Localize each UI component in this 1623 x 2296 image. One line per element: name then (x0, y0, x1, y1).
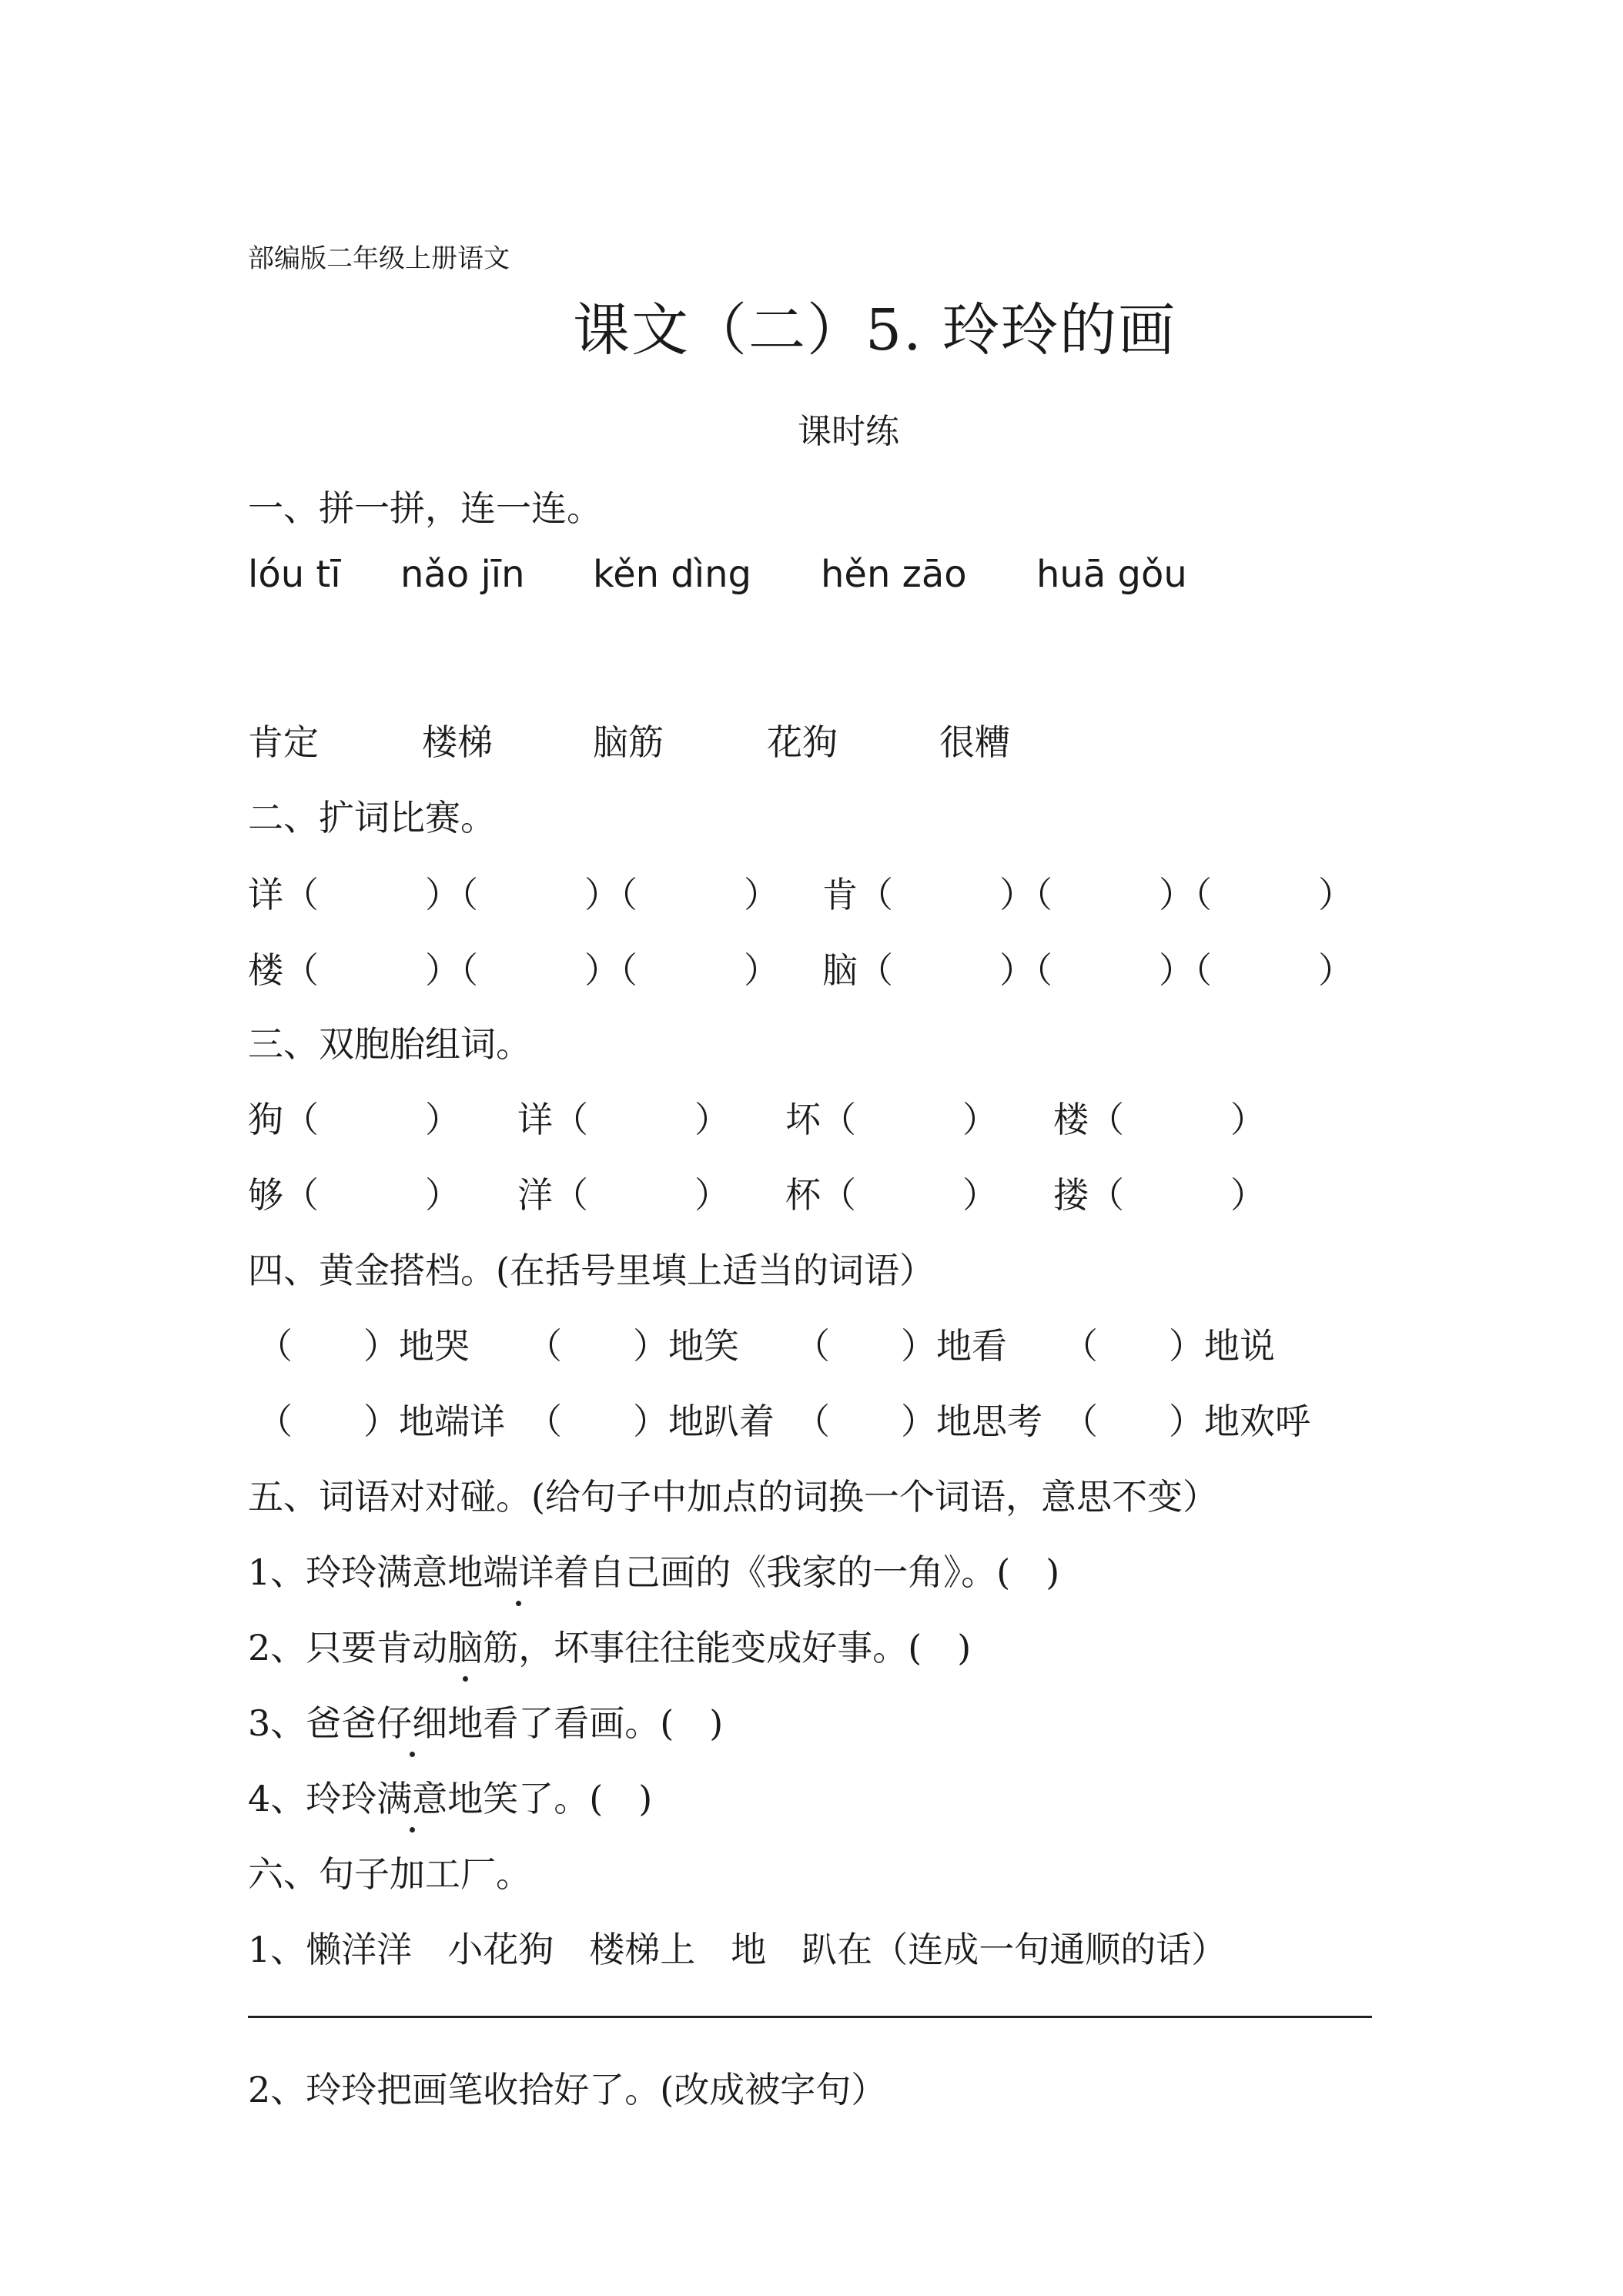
dotted-word: 满意 (376, 1771, 447, 1822)
sentence-item (248, 1545, 1059, 1595)
section5-heading: 五、词语对对碰。(给句子中加点的词换一个词语，意思不变） (248, 1476, 1218, 1518)
pair-item: （ ）地笑 (527, 1325, 739, 1367)
sentence-text: 2、只要肯 (248, 1627, 413, 1668)
sentence-text: 1、玲玲满意地 (248, 1551, 484, 1593)
twin-item: 杯（ ） (785, 1174, 998, 1216)
word-item: 肯定 (248, 721, 319, 763)
dotted-word: 仔细 (376, 1695, 447, 1746)
pinyin-item: kěn dìng (593, 553, 751, 596)
word-item: 楼梯 (422, 721, 493, 763)
section2-heading: 二、扩词比赛。 (248, 797, 496, 838)
expand-row: 楼（ ）（ ）（ ） (248, 949, 779, 991)
section1-heading: 一、拼一拼，连一连。 (248, 487, 602, 529)
page-subtitle: 课时练 (798, 412, 899, 451)
pinyin-item: lóu tī (248, 553, 341, 596)
pair-item: （ ）地趴着 (527, 1401, 775, 1442)
page-title: 课文（二）5. 玲玲的画 (573, 297, 1177, 363)
pair-item: （ ）地思考 (795, 1401, 1042, 1442)
section6-heading: 六、句子加工厂。 (248, 1853, 531, 1895)
expand-row: 肯（ ）（ ）（ ） (822, 874, 1354, 915)
sentence-item (248, 1771, 652, 1822)
pair-item: （ ）地看 (795, 1325, 1007, 1367)
answer-line (248, 2016, 1372, 2018)
pair-item: （ ）地端详 (257, 1401, 505, 1442)
sentence-item (248, 1695, 723, 1746)
sentence-text: 着自己画的《我家的一角》。( ) (554, 1551, 1060, 1593)
twin-item: 坏（ ） (785, 1099, 998, 1140)
sentence-text: 4、玲玲 (248, 1778, 377, 1819)
pinyin-item: hěn zāo (821, 553, 967, 596)
sentence-task: 2、玲玲把画笔收拾好了。(改成被字句） (248, 2069, 887, 2110)
sentence-text: 3、爸爸 (248, 1702, 377, 1744)
dotted-word: 动脑筋 (412, 1620, 518, 1671)
expand-row: 详（ ）（ ）（ ） (248, 874, 779, 915)
dotted-word: 端详 (483, 1545, 554, 1595)
twin-item: 楼（ ） (1053, 1099, 1266, 1140)
header-note: 部编版二年级上册语文 (248, 243, 510, 274)
sentence-task: 1、懒洋洋 小花狗 楼梯上 地 趴在（连成一句通顺的话） (248, 1929, 1227, 1970)
twin-item: 狗（ ） (248, 1099, 460, 1140)
sentence-text: 地笑了。( ) (447, 1778, 653, 1819)
section4-heading: 四、黄金搭档。(在括号里填上适当的词语） (248, 1250, 935, 1291)
pair-item: （ ）地说 (1062, 1325, 1275, 1367)
word-item: 脑筋 (593, 721, 664, 763)
sentence-text: 地看了看画。( ) (447, 1702, 724, 1744)
pinyin-item: huā gǒu (1036, 553, 1187, 596)
pair-item: （ ）地哭 (257, 1325, 470, 1367)
twin-item: 搂（ ） (1053, 1174, 1266, 1216)
section3-heading: 三、双胞胎组词。 (248, 1023, 531, 1065)
twin-item: 够（ ） (248, 1174, 460, 1216)
twin-item: 详（ ） (517, 1099, 730, 1140)
expand-row: 脑（ ）（ ）（ ） (822, 949, 1354, 991)
sentence-item (248, 1620, 971, 1671)
pinyin-item: nǎo jīn (400, 553, 525, 596)
word-item: 很糟 (939, 721, 1010, 763)
twin-item: 洋（ ） (517, 1174, 730, 1216)
pair-item: （ ）地欢呼 (1062, 1401, 1310, 1442)
word-item: 花狗 (767, 721, 838, 763)
sentence-text: ，坏事往往能变成好事。( ) (518, 1627, 972, 1668)
